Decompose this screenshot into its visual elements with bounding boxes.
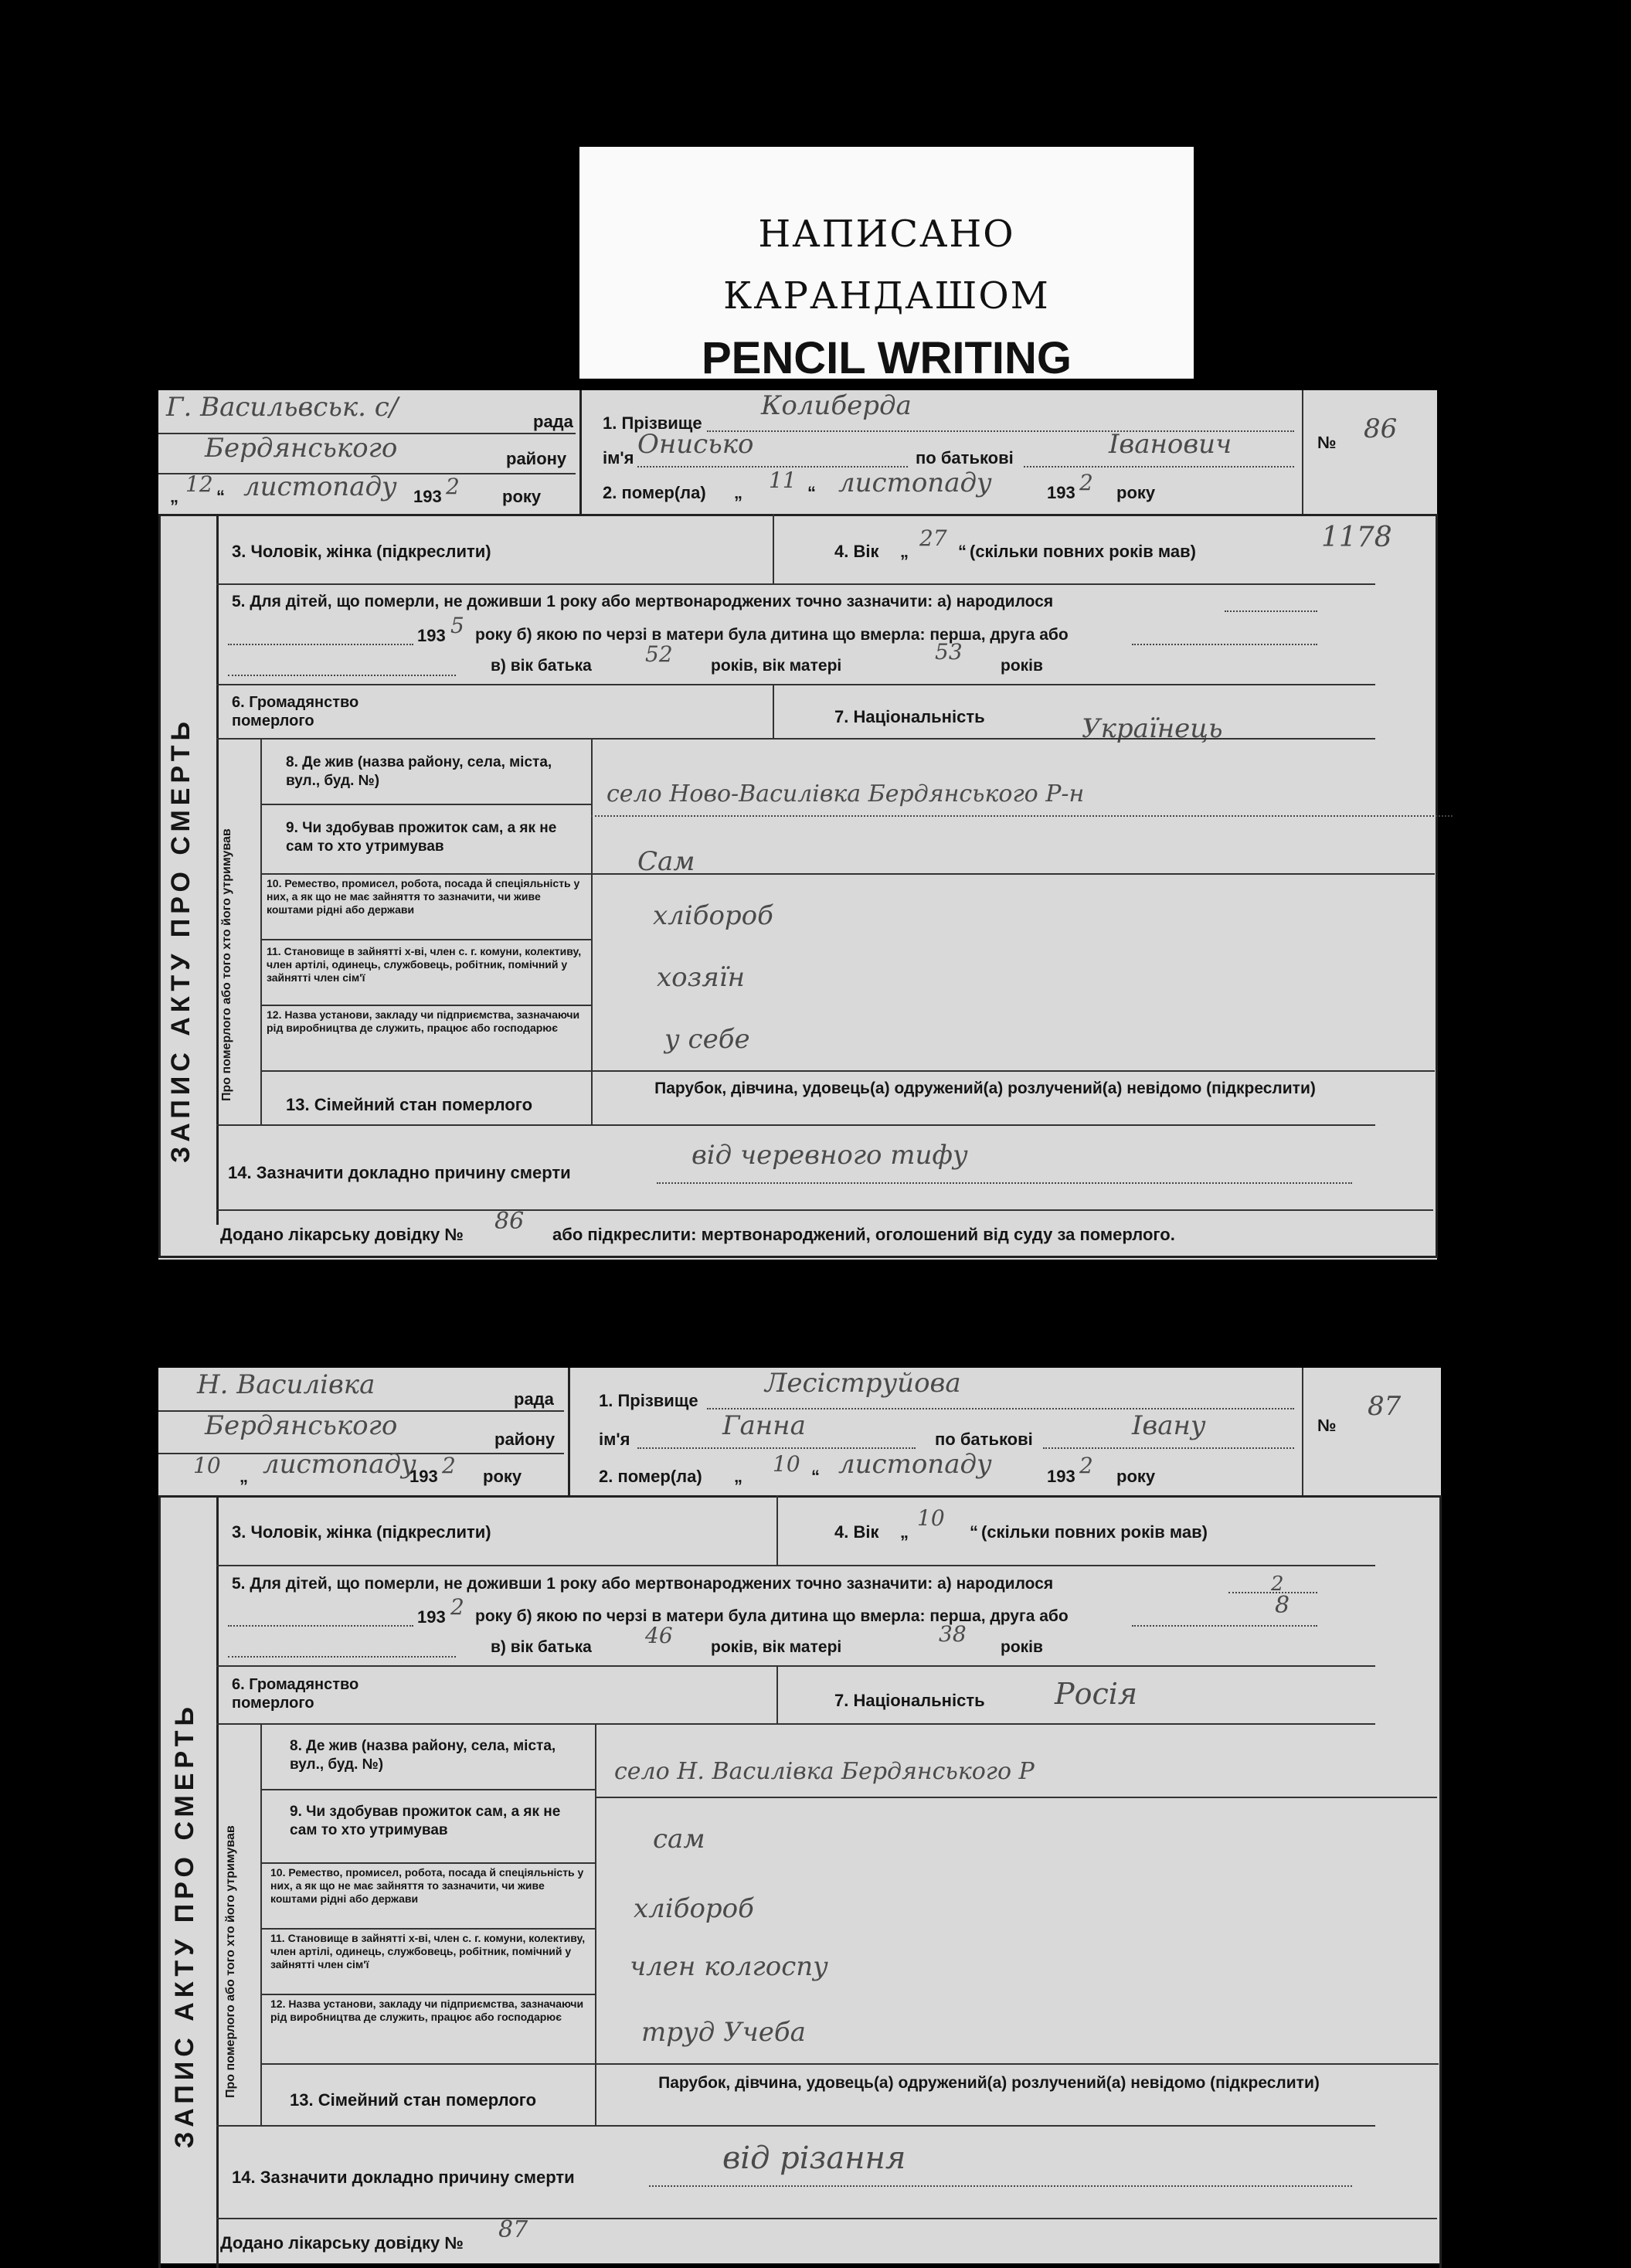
reg-year-prefix: 193 <box>413 487 442 506</box>
field-3-label: 3. Чоловік, жінка (підкреслити) <box>232 1522 491 1542</box>
rada-label: рада <box>514 1389 554 1409</box>
death-record-form-2: Н. Василівка рада Бердянського району 10 „ листопаду 193 2 року 1. Прізвище Лесіструйова ім'я Ганна по батькові Івану 2. помер(ла) „ 10 “ листопаду 193 2 року № 87 ЗАПИС АКТУ ПРО СМЕРТЬ 3. Чоловік, жінка (підкреслити) 4. Вік „ 10 “ (скільки повних років мав) 5. Для дітей, що померли, не доживши 1 року або мертвонароджених точно зазначити: а) народилося 2 193 2 року б) якою по черзі в матери була дитина що вмерла: перша, друга або 8 в) вік батька 46 років, вік матері 38 років 6. Громадянство померлого 7. Національність Росія Про померлого або того хто його утримував 8. Де жив (назва району, села, міста, вул., буд. №) село Н. Василівка Бердянського Р 9. Чи здобував прожиток сам, а як не сам то хто утримував сам 10. Ремество, промисел, робота, посада й спеціяльність у них, а як що не має зайняття то зазначити, чи живе коштами рідні або держави хлібороб 11. Становище в зайнятті х-ві, член с. г. комуни, колективу, член артілі, одинець, службовець, робітник, помічний у зайнятті член сім'ї член колгоспу 12. Назва установи, закладу чи підприємства, зазначаючи рід виробництва де служить, працює або господарює труд Учеба 13. Сімейний стан померлого Парубок, дівчина, удовець(а) одружений(а) розлучений(а) невідомо (підкреслити) 14. Зазначити докладно причину смерти від різання Додано лікарську довідку № 87 <box>158 1368 1441 2263</box>
occupation-value: хлібороб <box>653 900 773 931</box>
number-sign: № <box>1317 433 1337 452</box>
reg-month: листопаду <box>243 471 397 502</box>
field-11-label: 11. Становище в зайнятті х-ві, член с. г. комуни, колективу, член артілі, одинець, службовець, робітник, помічний у зайнятті член сім'ї <box>270 1932 586 1970</box>
father-age: 52 <box>645 641 673 667</box>
surname-label: 1. Прізвище <box>599 1391 698 1410</box>
field-6-label: 6. Громадянство померлого <box>232 694 359 729</box>
rayon-label: району <box>506 449 567 468</box>
field-3-label: 3. Чоловік, жінка (підкреслити) <box>232 542 491 561</box>
rayon-value: Бердянського <box>205 433 398 464</box>
cause-value: від черевного тифу <box>691 1140 968 1171</box>
field-13-options: Парубок, дівчина, удовець(а) одружений(а) розлучений(а) невідомо (підкреслити) <box>654 1080 1316 1097</box>
roku-label: року <box>502 487 542 506</box>
field-4-suffix: (скільки повних років мав) <box>981 1522 1208 1542</box>
reg-year-prefix: 193 <box>409 1467 438 1486</box>
field-7-label: 7. Національність <box>834 707 985 726</box>
died-label: 2. помер(ла) <box>599 1467 702 1486</box>
field-4-label: 4. Вік <box>834 542 879 561</box>
field-7-label: 7. Національність <box>834 1691 985 1710</box>
nationality-value: Українець <box>1082 713 1223 744</box>
died-roku: року <box>1116 483 1156 502</box>
record-number: 86 <box>1364 413 1398 444</box>
name-label: ім'я <box>603 448 634 468</box>
field-9-label: 9. Чи здобував прожиток сам, а як не сам то хто утримував <box>286 820 557 855</box>
field-5-year-prefix: 193 <box>417 1607 446 1627</box>
side-title: ЗАПИС АКТУ ПРО СМЕРТЬ <box>170 1702 199 2148</box>
field-5-line-b: року б) якою по черзі в матери була дитина що вмерла: перша, друга або <box>475 1607 1069 1625</box>
patronymic-value: Іванович <box>1109 429 1232 460</box>
rada-value: Н. Василівка <box>197 1369 375 1400</box>
support-value: сам <box>653 1824 705 1855</box>
name-value: Онисько <box>637 429 754 460</box>
field-14-label: 14. Зазначити докладно причину смерти <box>228 1163 571 1182</box>
died-day: 10 <box>773 1451 800 1477</box>
rada-value: Г. Васильвськ. с/ <box>166 392 399 423</box>
field-5-born-mark: 2 <box>1271 1573 1284 1596</box>
certificate-value: 87 <box>498 2216 528 2243</box>
mother-age: 53 <box>935 639 963 665</box>
field-5-mother-label: років, вік матері <box>711 1638 842 1656</box>
died-year-prefix: 193 <box>1047 483 1075 502</box>
reg-year: 2 <box>446 474 460 499</box>
residence-value: село Н. Василівка Бердянського Р <box>614 1758 1035 1785</box>
age-value: 10 <box>917 1505 945 1531</box>
field-5-father-label: в) вік батька <box>491 1638 592 1656</box>
number-sign: № <box>1317 1416 1337 1435</box>
margin-note: 1178 <box>1321 522 1392 553</box>
field-5-line-b: року б) якою по черзі в матери була дитина що вмерла: перша, друга або <box>475 626 1069 644</box>
workplace-value: у себе <box>664 1024 750 1055</box>
died-year-prefix: 193 <box>1047 1467 1075 1486</box>
field-13-label: 13. Сімейний стан померлого <box>290 2090 537 2110</box>
record-number: 87 <box>1368 1391 1402 1422</box>
died-year: 2 <box>1079 1453 1093 1478</box>
side-title: ЗАПИС АКТУ ПРО СМЕРТЬ <box>166 717 195 1163</box>
died-month: листопаду <box>838 1449 992 1480</box>
field-11-label: 11. Становище в зайнятті х-ві, член с. г. комуни, колективу, член артілі, одинець, службовець, робітник, помічний у зайнятті член сім'ї <box>267 945 582 984</box>
field-5-roku: років <box>1001 1638 1043 1656</box>
reg-month: листопаду <box>263 1449 416 1480</box>
died-month: листопаду <box>838 468 992 498</box>
field-5-roku: років <box>1001 657 1043 675</box>
father-age: 46 <box>645 1623 673 1648</box>
field-15-suffix: або підкреслити: мертвонароджений, оголошений від суду за померлого. <box>552 1225 1175 1244</box>
field-5-mother-label: років, вік матері <box>711 657 842 675</box>
patronymic-value: Івану <box>1132 1410 1206 1441</box>
field-5-year-prefix: 193 <box>417 626 446 645</box>
field-8-label: 8. Де жив (назва району, села, міста, вул., буд. №) <box>286 754 552 789</box>
field-15-label: Додано лікарську довідку № <box>220 2233 464 2253</box>
field-10-label: 10. Ремество, промисел, робота, посада й спеціяльність у них, а як що не має зайняття то зазначити, чи живе коштами рідні або держави <box>267 877 580 916</box>
side-subtitle: Про померлого або того хто його утримував <box>224 1825 237 2098</box>
field-13-label: 13. Сімейний стан померлого <box>286 1095 533 1114</box>
roku-label: року <box>483 1467 522 1486</box>
field-5-line-a: 5. Для дітей, що померли, не доживши 1 року або мертвонароджених точно зазначити: а) народилося <box>232 1575 1054 1593</box>
label-line-3: PENCIL WRITING <box>701 333 1072 383</box>
residence-value: село Ново-Василівка Бердянського Р-н <box>607 780 1085 808</box>
patronymic-label: по батькові <box>916 448 1014 468</box>
field-10-label: 10. Ремество, промисел, робота, посада й спеціяльність у них, а як що не має зайняття то зазначити, чи живе коштами рідні або держави <box>270 1866 584 1905</box>
mother-age: 38 <box>939 1621 967 1647</box>
field-14-label: 14. Зазначити докладно причину смерти <box>232 2168 575 2187</box>
field-6-label: 6. Громадянство померлого <box>232 1676 359 1712</box>
field-12-label: 12. Назва установи, закладу чи підприємства, зазначаючи рід виробництва де служить, працює або господарює <box>270 1998 584 2023</box>
field-15-label: Додано лікарську довідку № <box>220 1225 464 1244</box>
field-12-label: 12. Назва установи, закладу чи підприємства, зазначаючи рід виробництва де служить, працює або господарює <box>267 1008 580 1034</box>
workplace-value: труд Учеба <box>641 2017 806 2048</box>
label-line-2: КАРАНДАШОМ <box>723 274 1050 318</box>
support-value: Сам <box>637 846 695 877</box>
name-value: Ганна <box>722 1410 806 1441</box>
surname-value: Колиберда <box>761 390 912 421</box>
reg-day: 12 <box>185 471 213 497</box>
cause-value: від різання <box>722 2140 906 2176</box>
certificate-value: 86 <box>494 1208 525 1235</box>
field-5-year: 5 <box>450 613 464 638</box>
died-day: 11 <box>769 468 797 493</box>
field-5-year: 2 <box>450 1594 464 1620</box>
field-5-line-a: 5. Для дітей, що померли, не доживши 1 року або мертвонароджених точно зазначити: а) народилося <box>232 593 1054 610</box>
birth-order: 8 <box>1275 1592 1290 1619</box>
died-year: 2 <box>1079 470 1093 495</box>
field-4-label: 4. Вік <box>834 1522 879 1542</box>
died-roku: року <box>1116 1467 1156 1486</box>
field-8-label: 8. Де жив (назва району, села, міста, вул., буд. №) <box>290 1738 556 1773</box>
rada-label: рада <box>533 412 573 431</box>
label-line-1: НАПИСАНО <box>758 213 1015 256</box>
reg-year: 2 <box>442 1453 456 1478</box>
side-subtitle: Про померлого або того хто його утримував <box>220 828 233 1101</box>
position-value: хозяїн <box>657 962 745 993</box>
surname-value: Лесіструйова <box>765 1368 961 1399</box>
rayon-value: Бердянського <box>205 1410 398 1441</box>
pencil-writing-label <box>579 147 1194 383</box>
death-record-form-1: Г. Васильвськ. с/ рада Бердянського району „ 12 “ листопаду 193 2 року 1. Прізвище Колиберда ім'я Онисько по батькові Іванович 2. помер(ла) „ 11 “ листопаду 193 2 року № 86 ЗАПИС АКТУ ПРО СМЕРТЬ 3. Чоловік, жінка (підкреслити) 4. Вік „ 27 “ (скільки повних років мав) 1178 5. Для дітей, що померли, не доживши 1 року або мертвонароджених точно зазначити: а) народилося 193 5 року б) якою по черзі в матери була дитина що вмерла: перша, друга або в) вік батька 52 років, вік матері 53 років 6. Громадянство померлого 7. Національність Українець Про померлого або того хто його утримував 8. Де жив (назва району, села, міста, вул., буд. №) село Ново-Василівка Бердянського Р-н 9. Чи здобував прожиток сам, а як не сам то хто утримував Сам 10. Ремество, промисел, робота, посада й спеціяльність у них, а як що не має зайняття то зазначити, чи живе коштами рідні або держави хлібороб 11. Становище в зайнятті х-ві, член с. г. комуни, колективу, член артілі, одинець, службовець, робітник, помічний у зайнятті член сім'ї хозяїн 12. Назва установи, закладу чи підприємства, зазначаючи рід виробництва де служить, працює або господарює у себе 13. Сімейний стан померлого Парубок, дівчина, удовець(а) одружений(а) розлучений(а) невідомо (підкреслити) 14. Зазначити докладно причину смерти від черевного тифу Додано лікарську довідку № 86 або підкреслити: мертвонароджений, оголошений від суду за померлого. <box>158 390 1437 1260</box>
reg-day: 10 <box>193 1453 221 1478</box>
field-9-label: 9. Чи здобував прожиток сам, а як не сам то хто утримував <box>290 1804 561 1838</box>
name-label: ім'я <box>599 1430 630 1449</box>
field-4-suffix: (скільки повних років мав) <box>970 542 1196 561</box>
patronymic-label: по батькові <box>935 1430 1033 1449</box>
rayon-label: району <box>494 1430 556 1449</box>
occupation-value: хлібороб <box>634 1893 754 1924</box>
nationality-value: Росія <box>1055 1677 1138 1711</box>
field-13-options: Парубок, дівчина, удовець(а) одружений(а) розлучений(а) невідомо (підкреслити) <box>658 2074 1320 2092</box>
died-label: 2. помер(ла) <box>603 483 706 502</box>
age-value: 27 <box>919 525 947 551</box>
position-value: член колгоспу <box>630 1951 828 1982</box>
surname-label: 1. Прізвище <box>603 413 702 433</box>
field-5-father-label: в) вік батька <box>491 657 592 675</box>
